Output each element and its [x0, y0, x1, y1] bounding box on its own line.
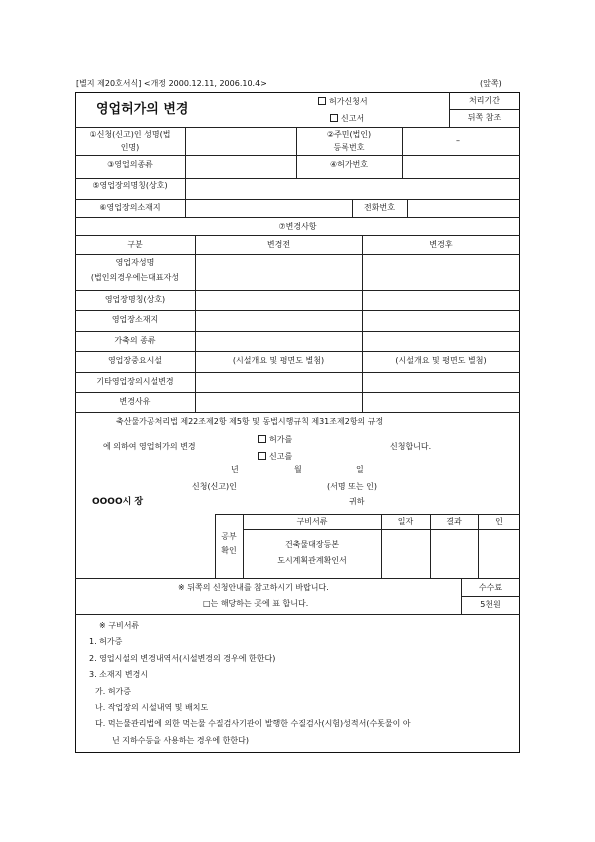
registration-number-dash: –	[456, 136, 460, 145]
declaration-line1: 축산물가공처리법 제22조제2항 제5항 및 동법시행규칙 제31조제2항의 규정	[116, 417, 384, 426]
business-name-label: ⑤영업장의명칭(상호)	[92, 181, 168, 190]
registration-number-label-line1: ②주민(법인)	[326, 130, 372, 139]
required-doc-subitem: 가. 허가증	[95, 687, 131, 696]
phone-field[interactable]	[408, 200, 519, 216]
page-side-label: (앞쪽)	[480, 79, 502, 88]
applicant-name-label-line2: 인명)	[120, 143, 140, 152]
business-type-field[interactable]	[186, 156, 295, 177]
change-row-label-line2: (법인의경우에는대표자성	[90, 273, 180, 282]
permit-number-field[interactable]	[403, 156, 519, 177]
phone-label: 전화번호	[364, 203, 395, 212]
location-field[interactable]	[186, 200, 351, 216]
checkbox-icon[interactable]	[258, 435, 266, 443]
col-date: 일자	[397, 517, 414, 526]
notice-see-back: ※ 뒤쪽의 신청안내를 참고하시기 바랍니다.	[178, 583, 329, 592]
required-doc-item: 2. 영업시설의 변경내역서(시설변경의 경우에 한한다)	[89, 654, 276, 663]
processing-period-label: 처리기간	[469, 96, 500, 105]
change-row-label: 기타영업장의시설변경	[96, 377, 174, 386]
applicant-name-field[interactable]	[186, 128, 295, 154]
location-label: ⑥영업장의소재지	[99, 203, 161, 212]
option-report[interactable]	[330, 114, 364, 123]
col-category: 구분	[127, 240, 143, 249]
checkbox-icon[interactable]	[318, 97, 326, 105]
declaration-line2-suffix: 신청합니다.	[390, 442, 432, 451]
applicant-sign-label: 신청(신고)인	[192, 482, 237, 491]
required-doc-item: 3. 소재지 변경시	[89, 670, 149, 679]
changes-section-title: ⑦변경사항	[278, 222, 317, 231]
change-row-label: 영업장소재지	[111, 315, 159, 324]
change-row-label: 변경사유	[119, 397, 151, 406]
official-doc-building: 건축물대장등본	[284, 540, 340, 549]
registration-number-label-line2: 등록번호	[333, 143, 365, 152]
col-after: 변경후	[429, 240, 453, 249]
col-documents: 구비서류	[296, 517, 328, 526]
fee-value: 5천원	[480, 600, 501, 609]
recipient: OOOO시 장	[92, 497, 144, 507]
declaration-line2-prefix: 에 의하여 영업허가의 변경	[103, 442, 196, 451]
col-before: 변경전	[266, 240, 291, 249]
change-after-value[interactable]: (시설개요 및 평면도 별첨)	[395, 356, 487, 365]
date-month-label: 월	[294, 465, 302, 474]
declaration-option-permit[interactable]	[258, 435, 292, 444]
option-label: 신고를	[269, 452, 293, 461]
signature-label[interactable]: (서명 또는 인)	[327, 482, 377, 491]
required-docs-heading: ※ 구비서류	[99, 621, 140, 630]
required-doc-subitem-continued: 닌 지하수등을 사용하는 경우에 한한다)	[112, 736, 249, 745]
required-doc-item: 1. 허가증	[89, 637, 123, 646]
required-doc-subitem: 다. 먹는물관리법에 의한 먹는물 수질검사기관이 발행한 수질검사(시험)성적서(수돗물이 아	[95, 719, 411, 728]
option-label: 허가신청서	[329, 97, 368, 106]
official-check-label-line2: 확인	[221, 546, 237, 555]
checkbox-icon[interactable]	[258, 452, 266, 460]
official-check-label-line1: 공부	[221, 532, 237, 541]
date-day-label: 일	[356, 465, 364, 474]
col-seal: 인	[495, 517, 503, 526]
date-year-label: 년	[231, 465, 239, 474]
notice-checkmark-instruction: □는 해당하는 곳에 표 합니다.	[203, 599, 309, 608]
change-row-label-line1: 영업자성명	[115, 258, 155, 267]
official-doc-city-plan: 도시계획관계확인서	[277, 556, 347, 565]
honorific: 귀하	[349, 497, 365, 506]
registration-number-field[interactable]	[403, 128, 519, 154]
form-title: 영업허가의 변경	[96, 102, 189, 117]
business-name-field[interactable]	[186, 179, 519, 199]
permit-number-label: ④허가번호	[329, 160, 369, 169]
business-type-label: ③영업의종류	[107, 160, 153, 169]
option-permit-application[interactable]	[318, 97, 368, 106]
col-result: 결과	[446, 517, 462, 526]
declaration-option-report[interactable]	[258, 452, 292, 461]
applicant-name-label-line1: ①신청(신고)인 성명(법	[89, 130, 171, 139]
processing-period-value: 뒤쪽 참조	[467, 113, 502, 122]
fee-label: 수수료	[478, 583, 503, 592]
form-reference: [별지 제20호서식] <개정 2000.12.11, 2006.10.4>	[76, 79, 267, 88]
required-doc-subitem: 나. 작업장의 시설내역 및 배치도	[95, 703, 209, 712]
change-before-value[interactable]: (시설개요 및 평면도 별첨)	[232, 356, 325, 365]
change-row-label: 영업장명칭(상호)	[104, 295, 166, 304]
change-row-label: 영업장중요시설	[107, 356, 163, 365]
option-label: 신고서	[341, 114, 365, 123]
checkbox-icon[interactable]	[330, 114, 338, 122]
change-row-label: 가축의 종류	[114, 336, 156, 345]
option-label: 허가를	[269, 435, 293, 444]
